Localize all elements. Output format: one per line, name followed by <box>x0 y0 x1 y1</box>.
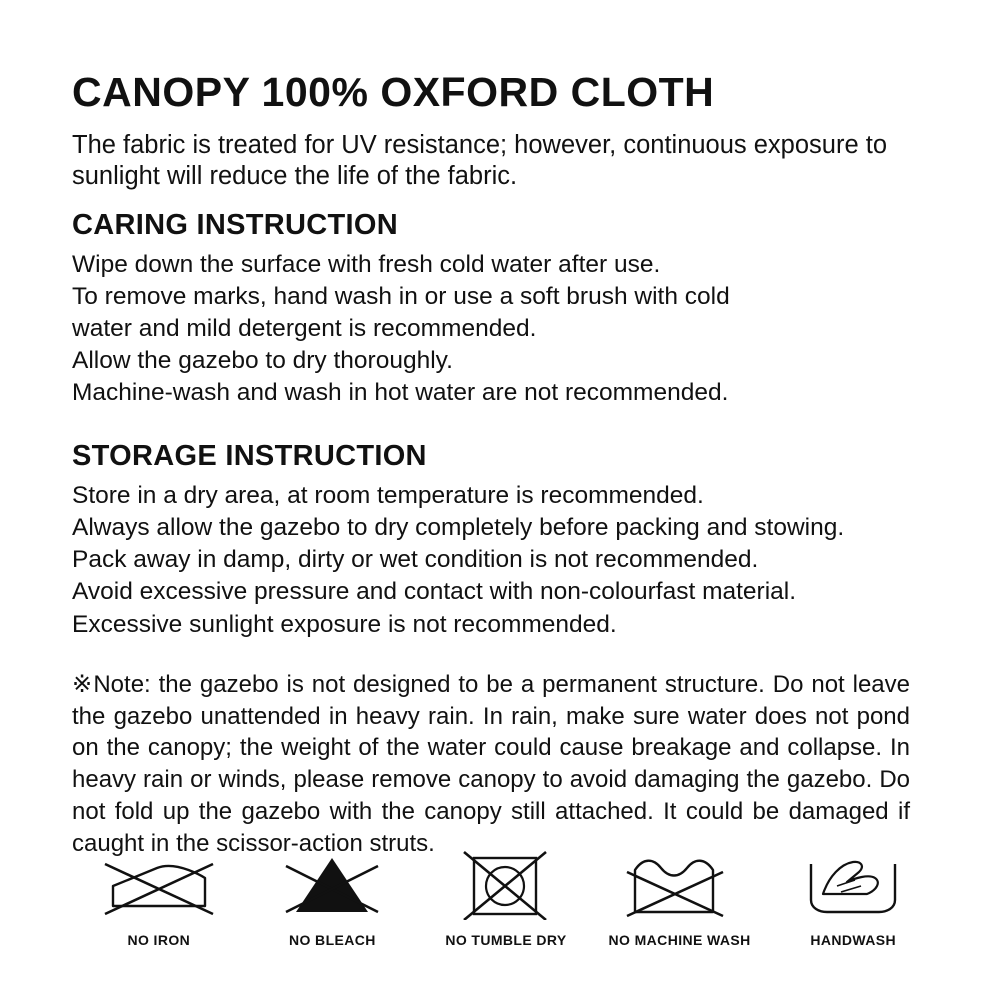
page-title: CANOPY 100% OXFORD CLOTH <box>72 69 715 115</box>
care-symbol-label: NO TUMBLE DRY <box>445 932 567 948</box>
body-line: water and mild detergent is recommended. <box>72 315 537 343</box>
care-symbol-label: NO BLEACH <box>288 932 376 948</box>
body-line: Pack away in damp, dirty or wet condition is not recommended. <box>72 546 759 574</box>
section-heading-storage: STORAGE INSTRUCTION <box>72 440 427 473</box>
handwash-icon <box>793 846 913 924</box>
body-line: Excessive sunlight exposure is not recommended. <box>72 610 617 638</box>
care-symbol-no-bleach <box>246 846 420 948</box>
no-tumble-dry-icon <box>446 846 566 924</box>
note-paragraph: ※Note: the gazebo is not designed to be a permanent structure. Do not leave the gazebo unattended in heavy rain. In rain, make sure water does not pond on the canopy; the weight of the water could cause breakage and collapse. In heavy rain or winds, please remove canopy to avoid damaging the gazebo. Do not fold up the gazebo with the canopy still attached. It could be damaged if caught in the scissor-action struts. <box>72 670 910 858</box>
care-symbol-no-iron <box>72 846 246 948</box>
care-symbol-label: HANDWASH <box>810 932 896 948</box>
body-line: Always allow the gazebo to dry completely before packing and stowing. <box>72 514 845 542</box>
no-iron-icon <box>99 846 219 924</box>
caring-instruction-body <box>72 249 928 409</box>
care-symbol-no-tumble-dry <box>419 846 593 948</box>
body-line: Avoid excessive pressure and contact with non-colourfast material. <box>72 578 797 606</box>
body-line: Machine-wash and wash in hot water are not recommended. <box>72 379 729 407</box>
care-symbol-no-machine-wash <box>593 846 767 948</box>
care-symbol-handwash <box>766 846 940 948</box>
body-line: Wipe down the surface with fresh cold water after use. <box>72 250 661 278</box>
care-symbol-label: NO MACHINE WASH <box>608 932 751 948</box>
care-symbol-label: NO IRON <box>127 932 191 948</box>
no-bleach-icon <box>272 846 392 924</box>
body-line: Store in a dry area, at room temperature is recommended. <box>72 482 704 510</box>
storage-instruction-body <box>72 480 928 640</box>
no-machine-wash-icon <box>615 846 745 924</box>
body-line: Allow the gazebo to dry thoroughly. <box>72 347 453 375</box>
body-line: To remove marks, hand wash in or use a soft brush with cold <box>72 283 730 311</box>
care-symbols-row <box>72 846 940 948</box>
intro-paragraph: The fabric is treated for UV resistance; however, continuous exposure to sunlight will reduce the life of the fabric. <box>72 130 888 191</box>
section-heading-caring: CARING INSTRUCTION <box>72 209 398 242</box>
